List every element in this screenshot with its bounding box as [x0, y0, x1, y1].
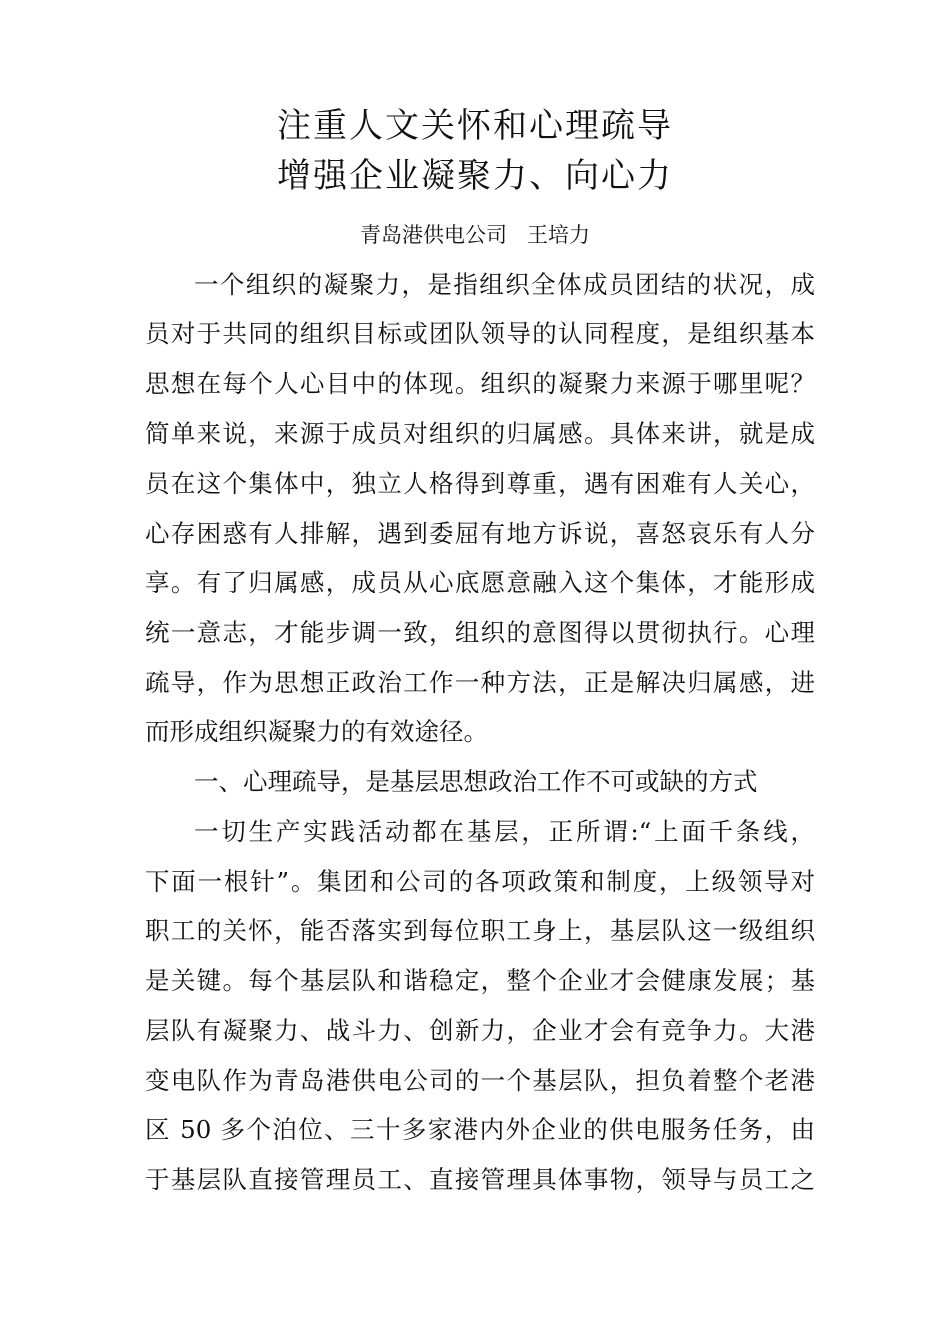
paragraph-2-line: 区 50 多个泊位、三十多家港内外企业的供电服务任务，由 — [145, 1115, 815, 1144]
section-1-heading: 一、心理疏导，是基层思想政治工作不可或缺的方式 — [194, 767, 758, 796]
paragraph-2-line: 变电队作为青岛港供电公司的一个基层队，担负着整个老港 — [145, 1066, 815, 1095]
paragraph-1-line: 心存困惑有人排解，遇到委屈有地方诉说，喜怒哀乐有人分 — [145, 519, 815, 548]
paragraph-2-line: 下面一根针”。集团和公司的各项政策和制度，上级领导对 — [145, 867, 815, 896]
paragraph-2-line: 层队有凝聚力、战斗力、创新力，企业才会有竞争力。大港 — [145, 1016, 815, 1045]
paragraph-1-line: 疏导，作为思想正政治工作一种方法，正是解决归属感，进 — [145, 668, 815, 697]
paragraph-1-line: 而形成组织凝聚力的有效途径。 — [145, 717, 488, 746]
paragraph-1-line: 员对于共同的组织目标或团队领导的认同程度，是组织基本 — [145, 319, 815, 348]
paragraph-1-line: 一个组织的凝聚力，是指组织全体成员团结的状况，成 — [194, 270, 815, 299]
paragraph-1-line: 享。有了归属感，成员从心底愿意融入这个集体，才能形成 — [145, 568, 815, 597]
paragraph-1-line: 思想在每个人心目中的体现。组织的凝聚力来源于哪里呢？ — [145, 369, 815, 398]
paragraph-2-line: 职工的关怀，能否落实到每位职工身上，基层队这一级组织 — [145, 916, 815, 945]
title-line-1: 注重人文关怀和心理疏导 — [277, 106, 673, 146]
paragraph-2-line: 是关键。每个基层队和谐稳定，整个企业才会健康发展；基 — [145, 966, 815, 995]
paragraph-1-line: 简单来说，来源于成员对组织的归属感。具体来讲，就是成 — [145, 419, 815, 448]
author-byline: 青岛港供电公司 王培力 — [359, 223, 591, 247]
paragraph-2-line: 于基层队直接管理员工、直接管理具体事物，领导与员工之 — [145, 1165, 815, 1194]
title-line-2: 增强企业凝聚力、向心力 — [277, 156, 673, 196]
paragraph-2-line: 一切生产实践活动都在基层，正所谓:“上面千条线， — [194, 817, 815, 846]
paragraph-1-line: 员在这个集体中，独立人格得到尊重，遇有困难有人关心， — [145, 469, 815, 498]
paragraph-1-line: 统一意志，才能步调一致，组织的意图得以贯彻执行。心理 — [145, 618, 815, 647]
